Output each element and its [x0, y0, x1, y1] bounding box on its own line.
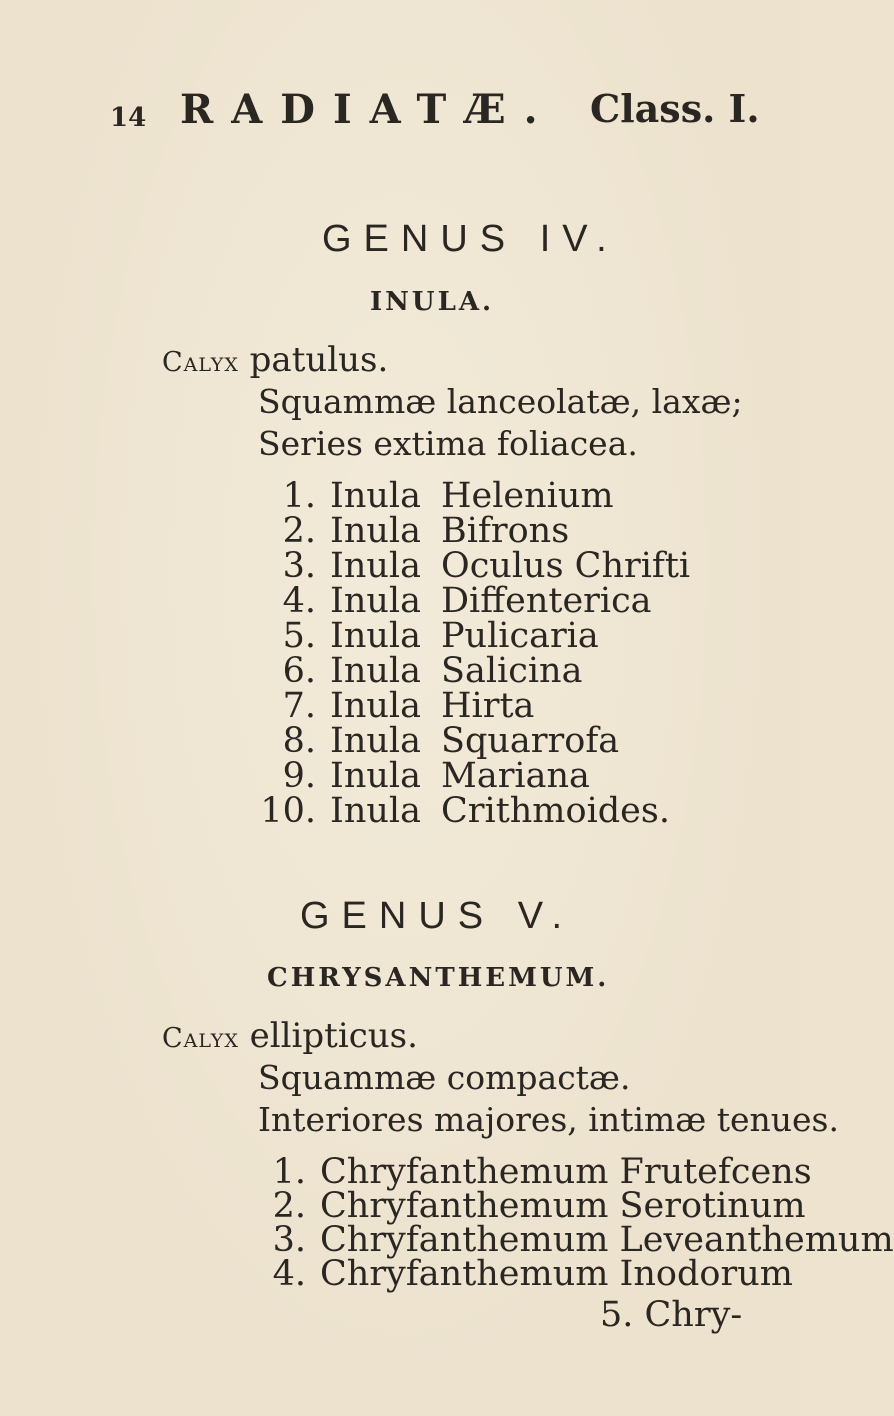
species-item — [282, 721, 620, 761]
species-number: 10. — [260, 791, 316, 831]
species-item — [272, 1152, 812, 1192]
species-number: 8. — [282, 721, 316, 761]
species-number: 4. — [272, 1254, 306, 1294]
genus-name: INULA. — [370, 287, 495, 317]
species-item — [282, 581, 652, 621]
description-line: Squammæ lanceolatæ, laxæ; — [258, 382, 743, 421]
species-item — [282, 511, 570, 551]
species-item — [272, 1220, 894, 1260]
species-item — [272, 1254, 793, 1294]
calyx-prefix: Calyx — [162, 347, 239, 378]
species-name: Chryfanthemum Frutefcens — [320, 1152, 812, 1192]
species-number: 3. — [282, 546, 316, 586]
species-genus: Inula — [330, 721, 421, 761]
species-item — [282, 546, 691, 586]
species-genus: Inula — [330, 686, 421, 726]
species-number: 4. — [282, 581, 316, 621]
species-number: 5. — [282, 616, 316, 656]
species-epithet: Hirta — [441, 686, 535, 726]
species-genus: Inula — [330, 756, 421, 796]
species-name: Chryfanthemum Inodorum — [320, 1254, 793, 1294]
description-line: Squammæ compactæ. — [258, 1058, 631, 1097]
genus-heading: GENUS IV. — [322, 218, 619, 260]
calyx-label — [162, 1016, 418, 1056]
species-genus: Inula — [330, 651, 421, 691]
species-number: 3. — [272, 1220, 306, 1260]
species-name: Chryfanthemum Leveanthemum — [320, 1220, 894, 1260]
species-epithet: Oculus Chrifti — [441, 546, 691, 586]
calyx-word: ellipticus. — [249, 1016, 418, 1056]
catchword: 5. Chry- — [600, 1295, 743, 1335]
species-epithet: Squarrofa — [441, 721, 620, 761]
species-number: 2. — [272, 1186, 306, 1226]
species-number: 1. — [282, 476, 316, 516]
species-epithet: Helenium — [441, 476, 614, 516]
species-epithet: Diffenterica — [441, 581, 652, 621]
species-epithet: Crithmoides. — [441, 791, 670, 831]
class-label: Class. I. — [590, 86, 760, 131]
species-epithet: Bifrons — [441, 511, 570, 551]
calyx-label — [162, 340, 388, 380]
species-epithet: Pulicaria — [441, 616, 599, 656]
species-epithet: Salicina — [441, 651, 583, 691]
description-line: Interiores majores, intimæ tenues. — [258, 1100, 839, 1139]
species-item — [282, 616, 599, 656]
species-item — [260, 791, 670, 831]
species-epithet: Mariana — [441, 756, 590, 796]
species-item — [272, 1186, 806, 1226]
species-genus: Inula — [330, 546, 421, 586]
genus-name: CHRYSANTHEMUM. — [267, 963, 610, 993]
running-title: RADIATÆ. — [180, 86, 556, 133]
description-line: Series extima foliacea. — [258, 424, 638, 463]
page-number: 14 — [110, 103, 147, 133]
species-item — [282, 756, 590, 796]
species-number: 9. — [282, 756, 316, 796]
species-number: 2. — [282, 511, 316, 551]
species-genus: Inula — [330, 511, 421, 551]
species-number: 1. — [272, 1152, 306, 1192]
species-genus: Inula — [330, 476, 421, 516]
species-item — [282, 651, 583, 691]
species-genus: Inula — [330, 616, 421, 656]
species-number: 6. — [282, 651, 316, 691]
calyx-word: patulus. — [249, 340, 389, 380]
species-item — [282, 686, 535, 726]
species-number: 7. — [282, 686, 316, 726]
species-genus: Inula — [330, 581, 421, 621]
species-item — [282, 476, 614, 516]
species-genus: Inula — [330, 791, 421, 831]
genus-heading: GENUS V. — [300, 895, 575, 937]
species-name: Chryfanthemum Serotinum — [320, 1186, 806, 1226]
calyx-prefix: Calyx — [162, 1023, 239, 1054]
